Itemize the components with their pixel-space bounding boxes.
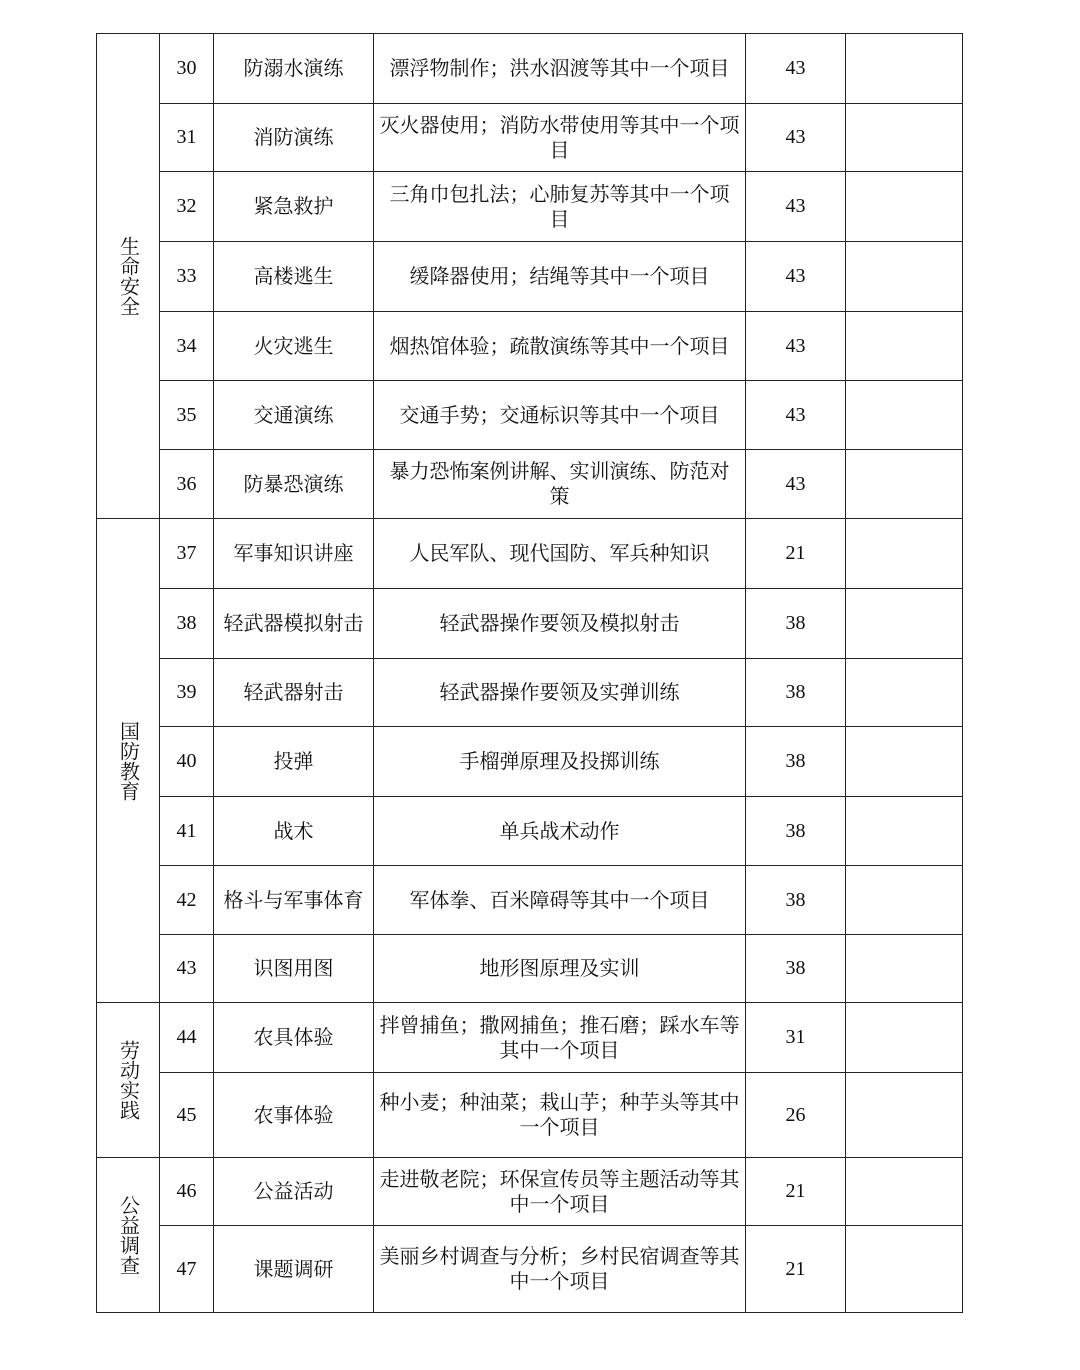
hours-cell: 38	[746, 935, 846, 1003]
note-cell	[846, 589, 963, 659]
activity-name-cell: 格斗与军事体育	[214, 866, 374, 935]
note-cell	[846, 797, 963, 866]
hours-cell: 31	[746, 1003, 846, 1073]
row-number-cell: 41	[160, 797, 214, 866]
row-number-cell: 44	[160, 1003, 214, 1073]
hours-cell: 21	[746, 1226, 846, 1313]
row-number-cell: 45	[160, 1073, 214, 1158]
row-number-cell: 38	[160, 589, 214, 659]
activity-content-cell: 单兵战术动作	[374, 797, 746, 866]
activity-content-cell: 走进敬老院；环保宣传员等主题活动等其中一个项目	[374, 1158, 746, 1226]
hours-cell: 38	[746, 659, 846, 727]
table-row	[97, 1003, 963, 1073]
hours-cell: 43	[746, 450, 846, 519]
row-number-cell: 33	[160, 242, 214, 312]
table-row	[97, 935, 963, 1003]
table-row	[97, 519, 963, 589]
table-row	[97, 242, 963, 312]
hours-cell: 43	[746, 172, 846, 242]
note-cell	[846, 242, 963, 312]
hours-cell: 38	[746, 589, 846, 659]
note-cell	[846, 935, 963, 1003]
activity-content-cell: 交通手势；交通标识等其中一个项目	[374, 381, 746, 450]
table-row	[97, 104, 963, 172]
note-cell	[846, 1226, 963, 1313]
row-number-cell: 42	[160, 866, 214, 935]
activity-content-cell: 烟热馆体验；疏散演练等其中一个项目	[374, 312, 746, 381]
category-cell: 劳动实践	[97, 1003, 160, 1158]
table-row	[97, 797, 963, 866]
activity-name-cell: 紧急救护	[214, 172, 374, 242]
hours-cell: 43	[746, 381, 846, 450]
note-cell	[846, 312, 963, 381]
hours-cell: 26	[746, 1073, 846, 1158]
table-row	[97, 312, 963, 381]
hours-cell: 43	[746, 104, 846, 172]
note-cell	[846, 172, 963, 242]
row-number-cell: 30	[160, 34, 214, 104]
activity-name-cell: 高楼逃生	[214, 242, 374, 312]
activity-content-cell: 军体拳、百米障碍等其中一个项目	[374, 866, 746, 935]
category-cell: 生命安全	[97, 34, 160, 519]
category-cell: 国防教育	[97, 519, 160, 1003]
activity-content-cell: 美丽乡村调查与分析；乡村民宿调查等其中一个项目	[374, 1226, 746, 1313]
hours-cell: 43	[746, 34, 846, 104]
row-number-cell: 39	[160, 659, 214, 727]
activity-content-cell: 轻武器操作要领及实弹训练	[374, 659, 746, 727]
hours-cell: 21	[746, 1158, 846, 1226]
note-cell	[846, 1158, 963, 1226]
activity-name-cell: 公益活动	[214, 1158, 374, 1226]
table-row	[97, 172, 963, 242]
note-cell	[846, 381, 963, 450]
note-cell	[846, 1073, 963, 1158]
activity-content-cell: 种小麦；种油菜；栽山芋；种芋头等其中一个项目	[374, 1073, 746, 1158]
row-number-cell: 34	[160, 312, 214, 381]
activity-content-cell: 三角巾包扎法；心肺复苏等其中一个项 目	[374, 172, 746, 242]
note-cell	[846, 104, 963, 172]
table-row	[97, 450, 963, 519]
table-row	[97, 589, 963, 659]
table-row	[97, 727, 963, 797]
note-cell	[846, 727, 963, 797]
activity-content-cell: 拌曾捕鱼；撒网捕鱼；推石磨；踩水车等其中一个项目	[374, 1003, 746, 1073]
note-cell	[846, 866, 963, 935]
activity-content-cell: 暴力恐怖案例讲解、实训演练、防范对 策	[374, 450, 746, 519]
activity-name-cell: 轻武器射击	[214, 659, 374, 727]
hours-cell: 21	[746, 519, 846, 589]
activity-name-cell: 农具体验	[214, 1003, 374, 1073]
activity-content-cell: 缓降器使用；结绳等其中一个项目	[374, 242, 746, 312]
row-number-cell: 31	[160, 104, 214, 172]
activity-content-cell: 漂浮物制作；洪水泅渡等其中一个项目	[374, 34, 746, 104]
table-row	[97, 1158, 963, 1226]
activity-name-cell: 火灾逃生	[214, 312, 374, 381]
table-row	[97, 659, 963, 727]
activity-schedule-table	[96, 33, 963, 1313]
activity-name-cell: 消防演练	[214, 104, 374, 172]
hours-cell: 38	[746, 727, 846, 797]
row-number-cell: 37	[160, 519, 214, 589]
table-row	[97, 866, 963, 935]
hours-cell: 38	[746, 866, 846, 935]
note-cell	[846, 659, 963, 727]
hours-cell: 43	[746, 312, 846, 381]
row-number-cell: 32	[160, 172, 214, 242]
table-row	[97, 1226, 963, 1313]
row-number-cell: 36	[160, 450, 214, 519]
category-cell: 公益调查	[97, 1158, 160, 1313]
activity-name-cell: 识图用图	[214, 935, 374, 1003]
hours-cell: 38	[746, 797, 846, 866]
activity-content-cell: 人民军队、现代国防、军兵种知识	[374, 519, 746, 589]
row-number-cell: 35	[160, 381, 214, 450]
activity-name-cell: 防暴恐演练	[214, 450, 374, 519]
note-cell	[846, 519, 963, 589]
row-number-cell: 47	[160, 1226, 214, 1313]
note-cell	[846, 450, 963, 519]
table-body	[97, 34, 963, 1313]
row-number-cell: 43	[160, 935, 214, 1003]
activity-name-cell: 战术	[214, 797, 374, 866]
activity-name-cell: 轻武器模拟射击	[214, 589, 374, 659]
activity-content-cell: 手榴弹原理及投掷训练	[374, 727, 746, 797]
activity-name-cell: 课题调研	[214, 1226, 374, 1313]
note-cell	[846, 34, 963, 104]
row-number-cell: 40	[160, 727, 214, 797]
activity-name-cell: 交通演练	[214, 381, 374, 450]
note-cell	[846, 1003, 963, 1073]
activity-name-cell: 农事体验	[214, 1073, 374, 1158]
activity-content-cell: 轻武器操作要领及模拟射击	[374, 589, 746, 659]
table-row	[97, 381, 963, 450]
activity-content-cell: 灭火器使用；消防水带使用等其中一个项目	[374, 104, 746, 172]
activity-name-cell: 投弹	[214, 727, 374, 797]
hours-cell: 43	[746, 242, 846, 312]
activity-content-cell: 地形图原理及实训	[374, 935, 746, 1003]
row-number-cell: 46	[160, 1158, 214, 1226]
table-row	[97, 1073, 963, 1158]
activity-name-cell: 军事知识讲座	[214, 519, 374, 589]
table-row	[97, 34, 963, 104]
activity-name-cell: 防溺水演练	[214, 34, 374, 104]
